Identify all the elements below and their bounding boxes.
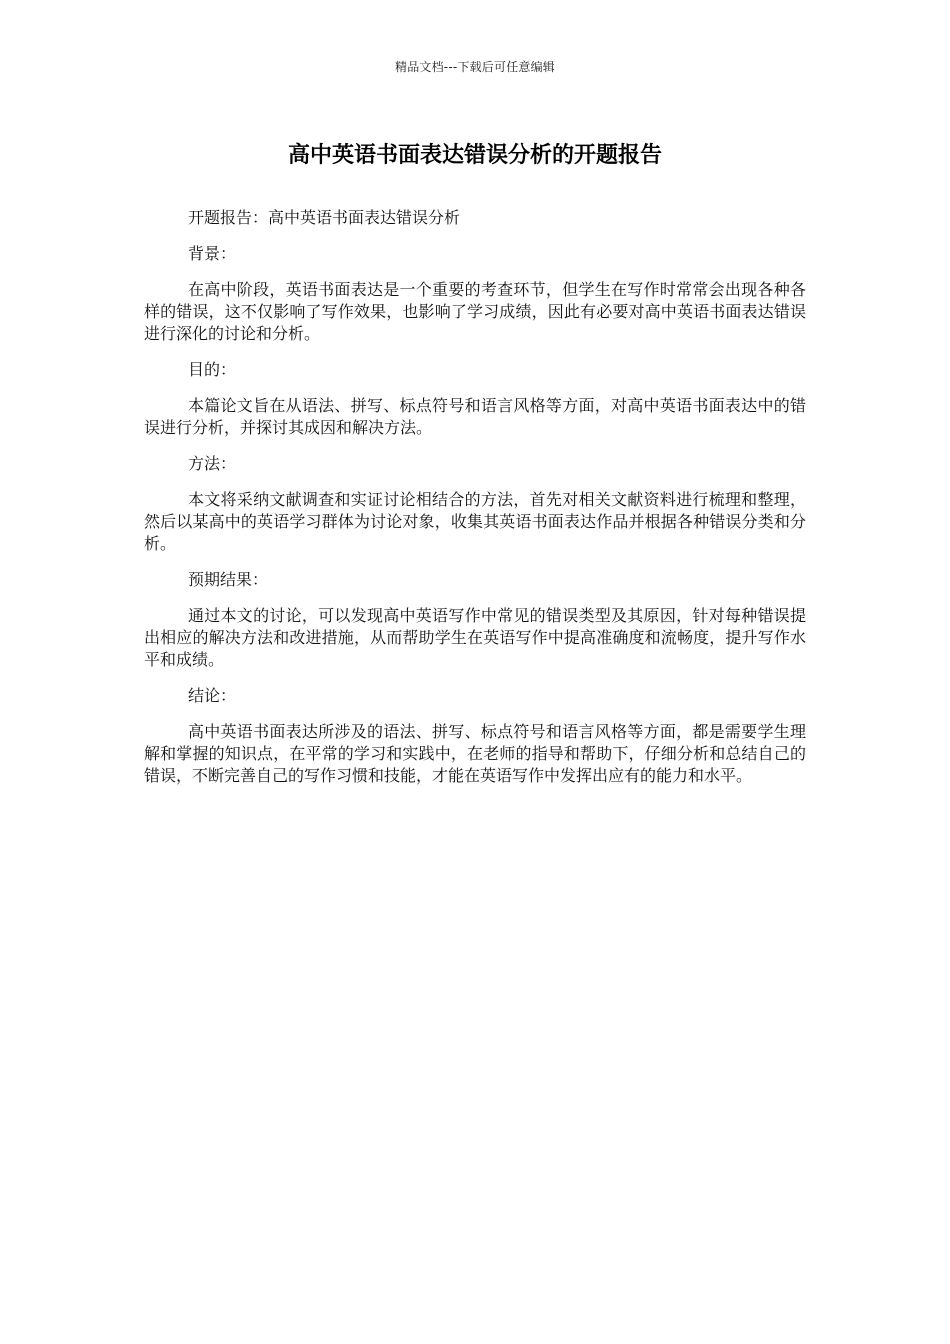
document-title: 高中英语书面表达错误分析的开题报告 (287, 143, 662, 168)
section-heading-purpose: 目的： (188, 360, 237, 379)
section-body-purpose: 本篇论文旨在从语法、拼写、标点符号和语言风格等方面，对高中英语书面表达中的错误进行分析，并探讨其成因和解决方法。 (144, 396, 806, 437)
intro-line: 开题报告：高中英语书面表达错误分析 (188, 208, 461, 227)
section-body-conclusion: 高中英语书面表达所涉及的语法、拼写、标点符号和语言风格等方面，都是需要学生理解和掌握的知识点，在平常的学习和实践中，在老师的指导和帮助下，仔细分析和总结自己的错误，不断完善自己的写作习惯和技能，才能在英语写作中发挥出应有的能力和水平。 (144, 722, 806, 785)
section-heading-expected-results: 预期结果： (188, 570, 269, 589)
section-body-background: 在高中阶段，英语书面表达是一个重要的考查环节，但学生在写作时常常会出现各种各样的错误，这不仅影响了写作效果，也影响了学习成绩，因此有必要对高中英语书面表达错误进行深化的讨论和分析。 (144, 280, 806, 343)
section-body-method: 本文将采纳文献调查和实证讨论相结合的方法，首先对相关文献资料进行梳理和整理，然后以某高中的英语学习群体为讨论对象，收集其英语书面表达作品并根据各种错误分类和分析。 (144, 490, 806, 553)
document-body (144, 207, 806, 801)
header-note: 精品文档---下载后可任意编辑 (395, 60, 555, 74)
section-heading-background: 背景： (188, 244, 237, 263)
section-body-expected-results: 通过本文的讨论，可以发现高中英语写作中常见的错误类型及其原因，针对每种错误提出相应的解决方法和改进措施，从而帮助学生在英语写作中提高准确度和流畅度，提升写作水平和成绩。 (144, 606, 806, 669)
section-heading-method: 方法： (188, 454, 237, 473)
section-heading-conclusion: 结论： (188, 686, 237, 705)
